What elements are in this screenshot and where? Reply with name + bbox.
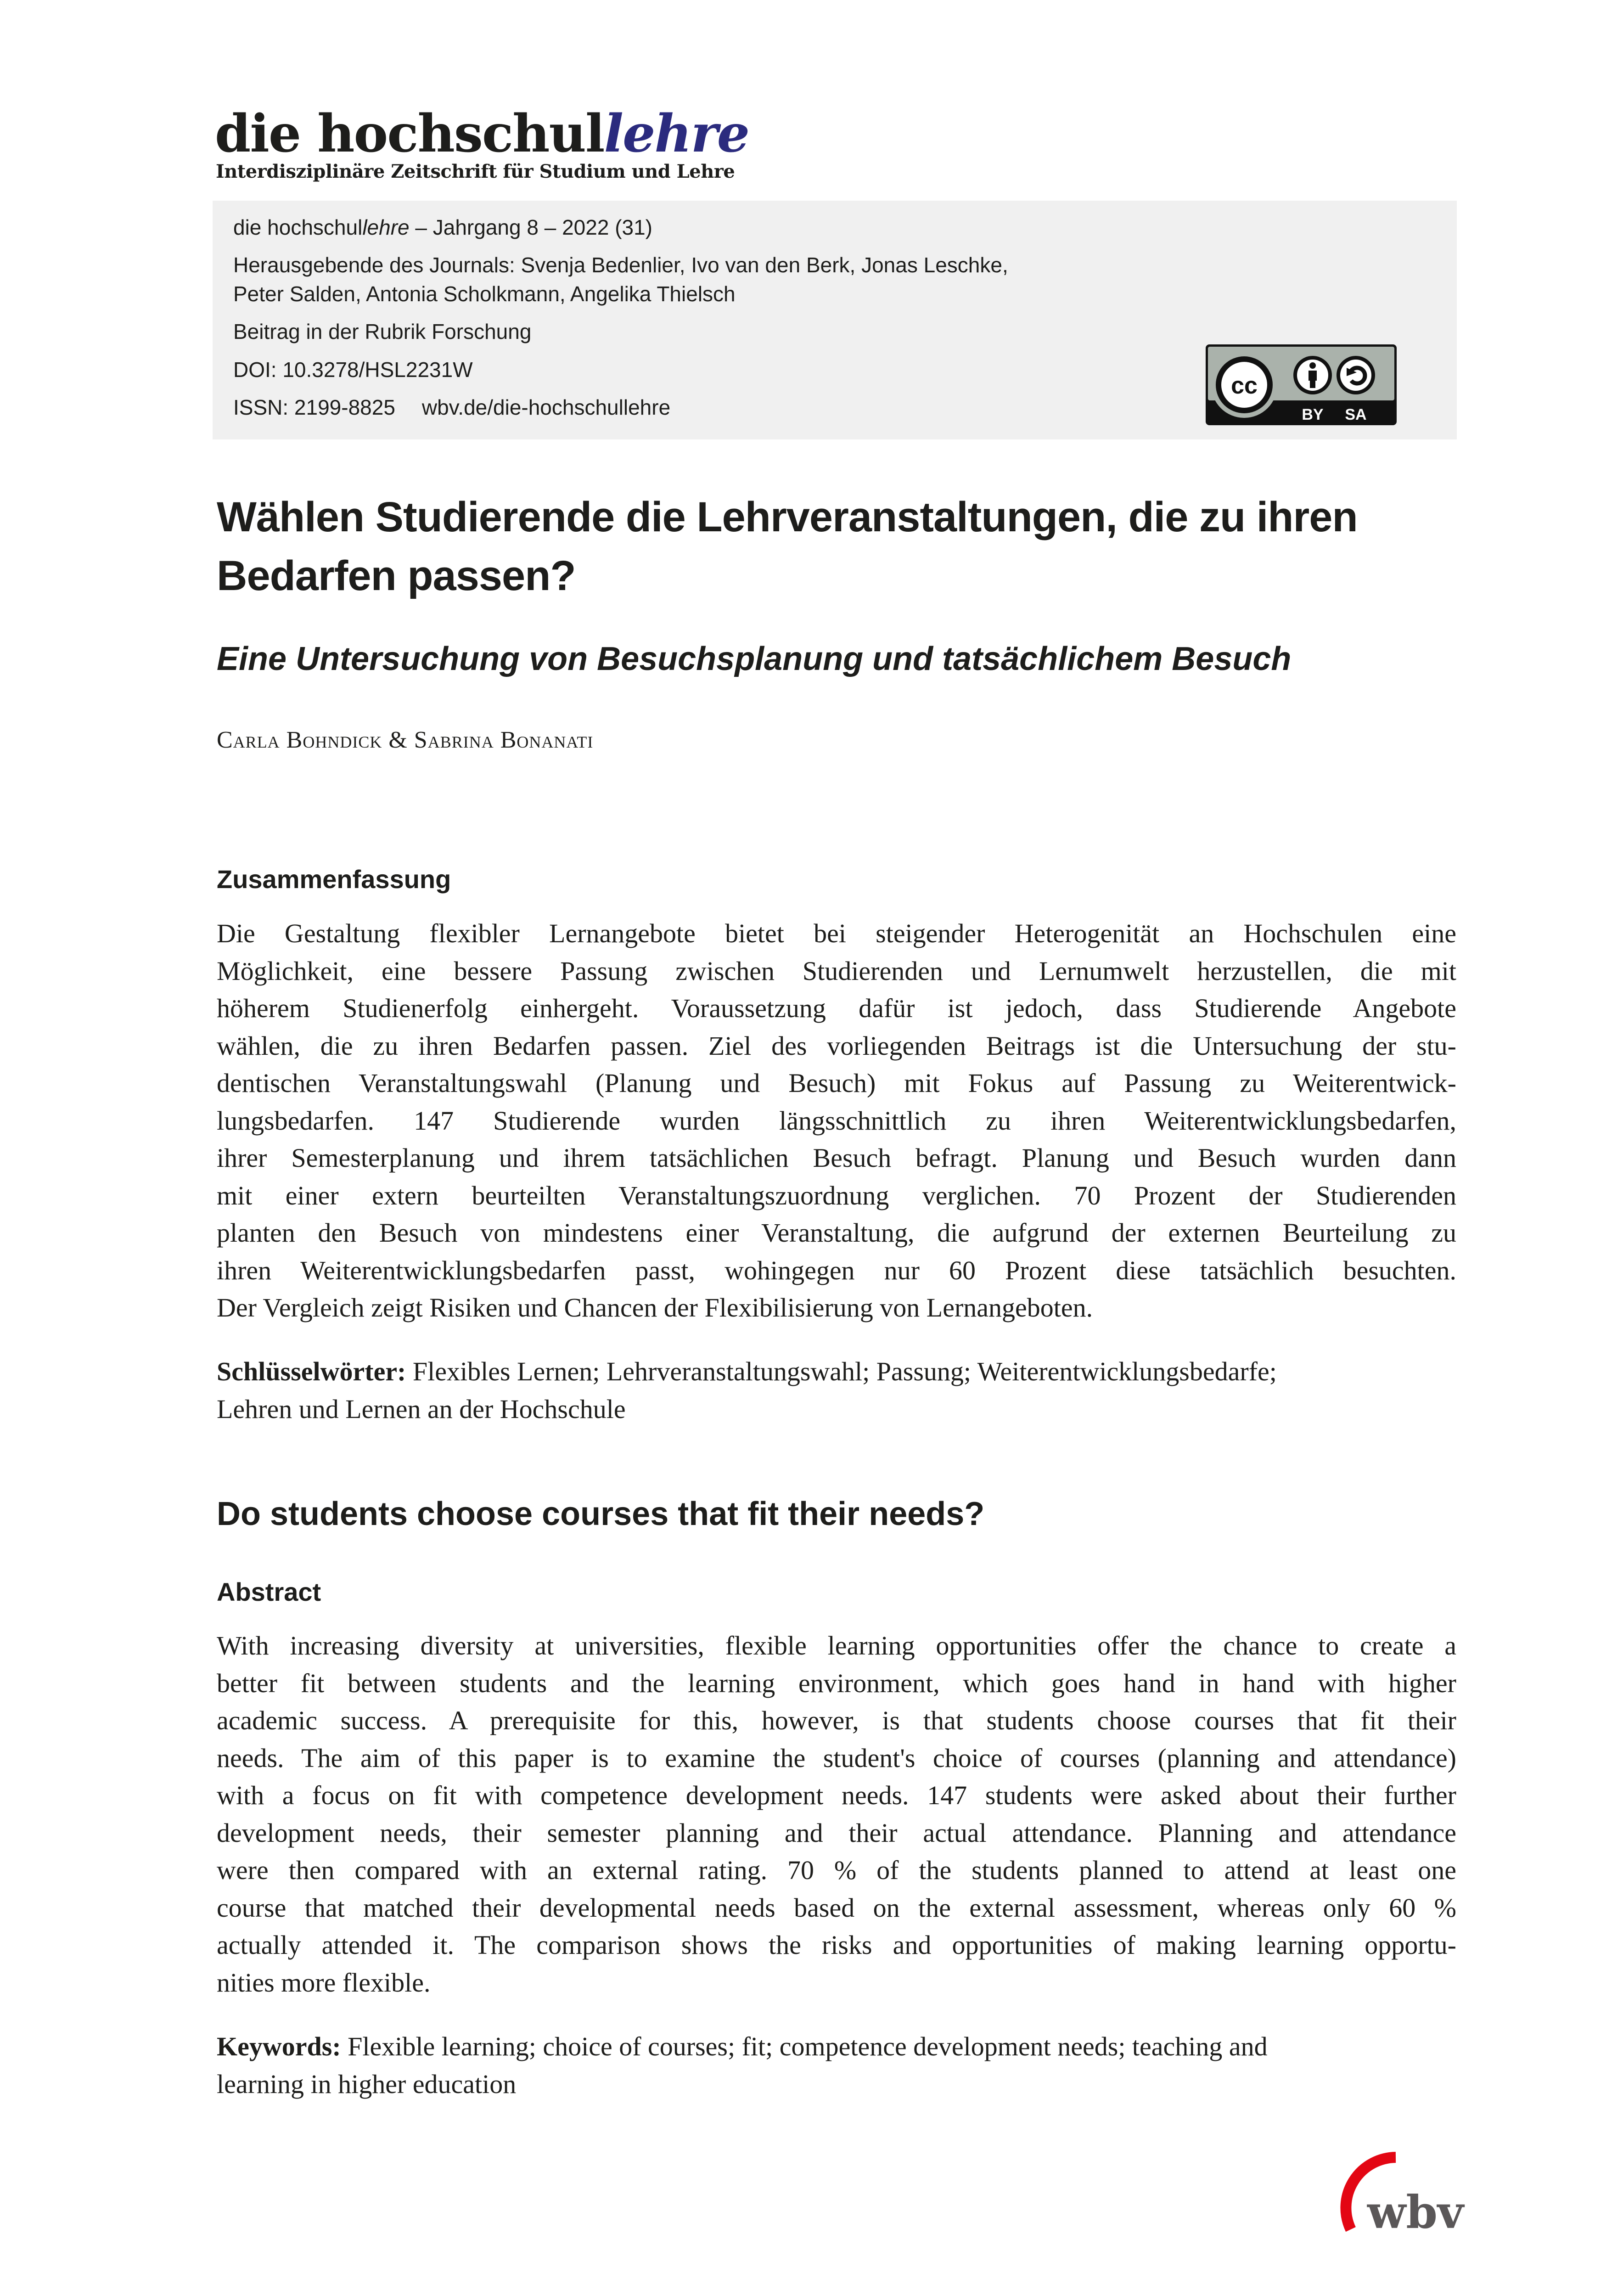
abstract-line: actually attended it. The comparison shows the risks and opportunities of making learning opportu- bbox=[217, 1930, 1456, 1960]
zusammenfassung-line: höherem Studienerfolg einhergeht. Voraussetzung dafür ist jedoch, dass Studierende Angebote bbox=[217, 993, 1456, 1023]
abstract-line: course that matched their developmental needs based on the external assessment, whereas only 60 % bbox=[217, 1892, 1456, 1923]
share-alike-icon bbox=[1337, 356, 1375, 394]
article-title: Wählen Studierende die Lehrveranstaltungen, die zu ihren Bedarfen passen? bbox=[217, 494, 1358, 599]
wbv-logo-text: wbv bbox=[1367, 2186, 1464, 2232]
schluesselwoerter-values: Flexibles Lernen; Lehrveranstaltungswahl; Passung; Weiterentwicklungsbedarfe; bbox=[406, 1356, 1277, 1386]
abstract-line: With increasing diversity at universities, flexible learning opportunities offer the chance to create a bbox=[217, 1631, 1456, 1660]
zusammenfassung-line: Die Gestaltung flexibler Lernangebote bietet bei steigender Heterogenität an Hochschulen eine bbox=[217, 918, 1456, 948]
journal-masthead-subtitle: Interdisziplinäre Zeitschrift für Studium und Lehre bbox=[216, 161, 735, 182]
journal-url-link[interactable]: wbv.de/die-hochschullehre bbox=[421, 395, 671, 419]
masthead-title-plain: die hochschul bbox=[215, 104, 604, 164]
schluesselwoerter-line-2: Lehren und Lernen an der Hochschule bbox=[217, 1394, 626, 1424]
zusammenfassung-line: Möglichkeit, eine bessere Passung zwischen Studierenden und Lernumwelt herzustellen, die mit bbox=[217, 956, 1456, 986]
svg-text:cc: cc bbox=[1231, 372, 1258, 399]
wbv-logo-icon bbox=[1331, 2149, 1469, 2232]
journal-volume-line bbox=[233, 214, 652, 240]
abstract-line: development needs, their semester planning and their actual attendance. Planning and attendance bbox=[217, 1818, 1456, 1848]
doi-link[interactable]: DOI: 10.3278/HSL2231W bbox=[233, 358, 473, 382]
abstract-line: academic success. A prerequisite for this, however, is that students choose courses that fit their bbox=[217, 1705, 1456, 1735]
abstract-line: better fit between students and the learning environment, which goes hand in hand with higher bbox=[217, 1668, 1456, 1698]
schluesselwoerter-line-1 bbox=[217, 1353, 1456, 1390]
cc-by-sa-icon[interactable] bbox=[1205, 344, 1397, 426]
zusammenfassung-body bbox=[217, 915, 1456, 1327]
journal-masthead-title bbox=[215, 104, 749, 164]
cc-icon bbox=[1211, 352, 1277, 418]
zusammenfassung-line: mit einer extern beurteilten Veranstaltungszuordnung verglichen. 70 Prozent der Studierenden bbox=[217, 1180, 1456, 1210]
keywords-values: Flexible learning; choice of courses; fit; competence development needs; teaching and bbox=[341, 2032, 1268, 2061]
zusammenfassung-heading: Zusammenfassung bbox=[217, 865, 451, 894]
masthead-title-accent: lehre bbox=[604, 104, 749, 164]
article-authors: Carla Bohndick & Sabrina Bonanati bbox=[217, 727, 594, 753]
by-label: BY bbox=[1302, 406, 1324, 423]
journal-name-accent: lehre bbox=[362, 215, 410, 239]
abstract-line: nities more flexible. bbox=[217, 1967, 431, 1998]
abstract-body bbox=[217, 1627, 1456, 2001]
keywords-label: Keywords: bbox=[217, 2032, 341, 2061]
article-subtitle: Eine Untersuchung von Besuchsplanung und tatsächlichem Besuch bbox=[217, 641, 1292, 677]
abstract-line: needs. The aim of this paper is to examine the student's choice of courses (planning and attendance) bbox=[217, 1743, 1456, 1773]
zusammenfassung-line: ihrer Semesterplanung und ihrem tatsächlichen Besuch befragt. Planung und Besuch wurden dann bbox=[217, 1143, 1456, 1173]
zusammenfassung-line: planten den Besuch von mindestens einer Veranstaltung, die aufgrund der externen Beurteilung zu bbox=[217, 1218, 1456, 1248]
journal-name-plain: die hochschul bbox=[233, 215, 363, 239]
abstract-heading: Abstract bbox=[217, 1577, 321, 1606]
attribution-icon bbox=[1293, 356, 1332, 394]
issn-line bbox=[233, 394, 670, 420]
abstract-line: with a focus on fit with competence development needs. 147 students were asked about their further bbox=[217, 1780, 1456, 1810]
sa-label: SA bbox=[1345, 406, 1367, 423]
editors-line-1: Herausgebende des Journals: Svenja Bedenlier, Ivo van den Berk, Jonas Leschke, bbox=[233, 253, 1008, 277]
schluesselwoerter bbox=[217, 1353, 1456, 1428]
keywords-line-1 bbox=[217, 2028, 1456, 2065]
zusammenfassung-line: ihren Weiterentwicklungsbedarfen passt, wohingegen nur 60 Prozent diese tatsächlich besuchten. bbox=[217, 1255, 1456, 1285]
keywords bbox=[217, 2028, 1456, 2103]
zusammenfassung-line: wählen, die zu ihren Bedarfen passen. Ziel des vorliegenden Beitrags ist die Untersuchung der stu- bbox=[217, 1030, 1456, 1061]
zusammenfassung-line: lungsbedarfen. 147 Studierende wurden längsschnittlich zu ihren Weiterentwicklungsbedarfen, bbox=[217, 1105, 1456, 1136]
zusammenfassung-line: Der Vergleich zeigt Risiken und Chancen der Flexibilisierung von Lernangeboten. bbox=[217, 1293, 1093, 1322]
abstract-line: were then compared with an external rating. 70 % of the students planned to attend at least one bbox=[217, 1855, 1456, 1885]
rubric-line: Beitrag in der Rubrik Forschung bbox=[233, 320, 532, 343]
schluesselwoerter-label: Schlüsselwörter: bbox=[217, 1356, 406, 1386]
keywords-line-2: learning in higher education bbox=[217, 2069, 517, 2099]
issn: ISSN: 2199-8825 bbox=[233, 395, 395, 419]
editors-line-2: Peter Salden, Antonia Scholkmann, Angelika Thielsch bbox=[233, 282, 736, 306]
journal-volume: – Jahrgang 8 – 2022 (31) bbox=[409, 215, 652, 239]
zusammenfassung-line: dentischen Veranstaltungswahl (Planung und Besuch) mit Fokus auf Passung zu Weiterentwick- bbox=[217, 1068, 1456, 1098]
english-title: Do students choose courses that fit their needs? bbox=[217, 1496, 985, 1532]
